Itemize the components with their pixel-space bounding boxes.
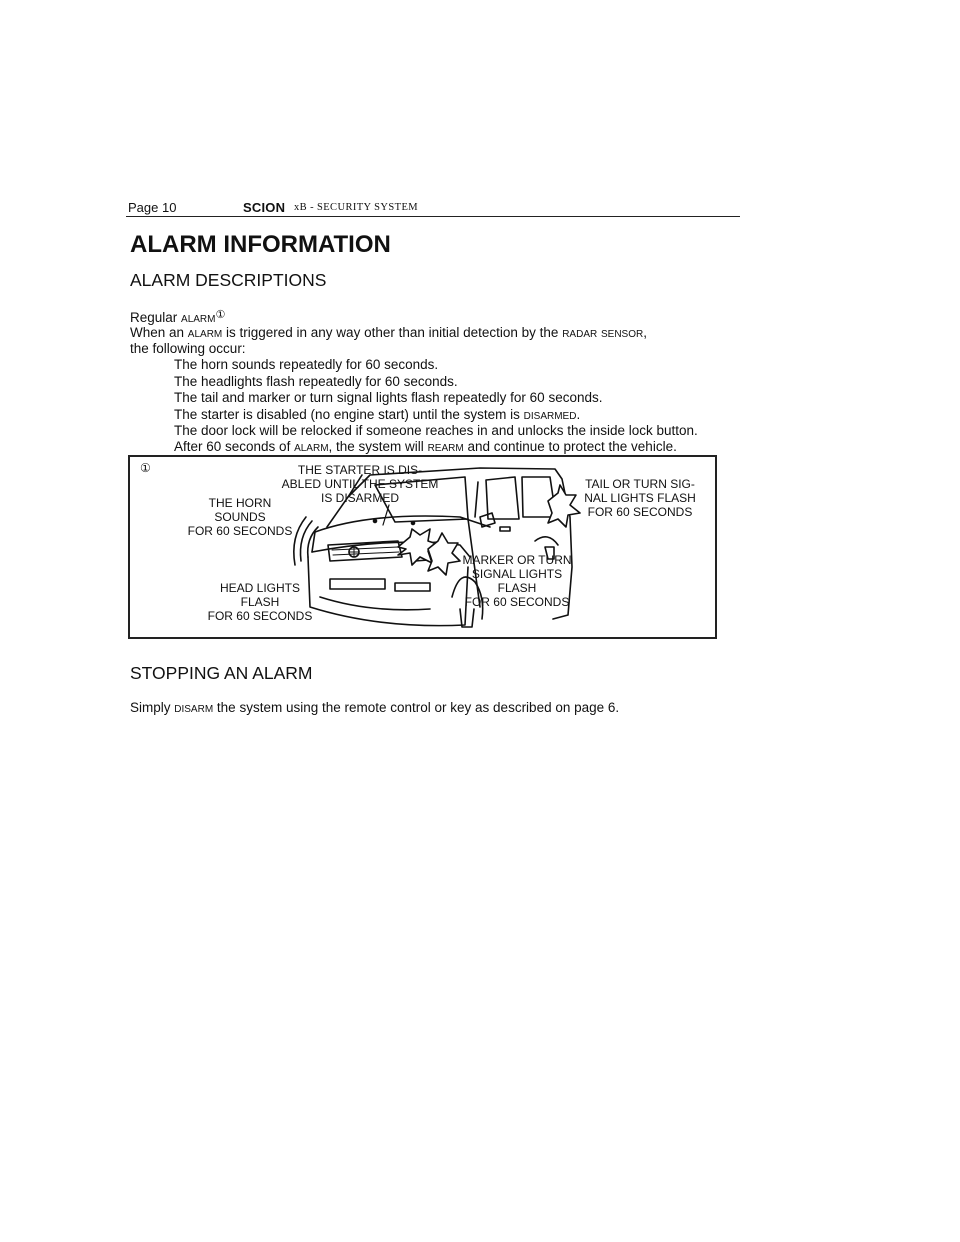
- header-subtitle: xB - SECURITY SYSTEM: [294, 202, 418, 213]
- callout-marker-lights: [456, 553, 578, 609]
- callout-horn-line: SOUNDS: [214, 510, 266, 524]
- list-item-headlights: The headlights flash repeatedly for 60 seconds.: [174, 374, 458, 389]
- list-item-horn: The horn sounds repeatedly for 60 seconds.: [174, 357, 439, 372]
- rearm-text-c: and continue to protect the vehicle.: [463, 439, 677, 454]
- rearm-term: REARM: [427, 443, 464, 454]
- list-item-door-lock: The door lock will be relocked if someone reaches in and unlocks the inside lock button.: [174, 423, 698, 438]
- radar-term: RADAR: [562, 329, 598, 340]
- stop-text-a: Simply: [130, 700, 175, 715]
- callout-head-line: HEAD LIGHTS: [219, 581, 300, 595]
- alarm-illustration: [128, 455, 717, 639]
- list-item-tail-lights: The tail and marker or turn signal lights flash repeatedly for 60 seconds.: [174, 390, 603, 405]
- alarm-term: ALARM: [187, 329, 223, 340]
- alarm-term: ALARM: [181, 314, 216, 325]
- callout-starter: [278, 463, 442, 505]
- callout-horn-line: THE HORN: [208, 496, 272, 510]
- regular-label-text: Regular: [130, 310, 182, 325]
- page-title: ALARM INFORMATION: [130, 231, 391, 258]
- callout-marker-line: SIGNAL LIGHTS: [471, 567, 563, 581]
- page-number: Page 10: [128, 200, 177, 215]
- callout-tail-line: TAIL OR TURN SIG-: [585, 477, 695, 491]
- callout-head-lights: [200, 581, 320, 623]
- stop-text-b: the system using the remote control or key as described on page 6.: [213, 700, 620, 715]
- callout-marker-line: FLASH: [497, 581, 537, 595]
- figure-number: ①: [140, 461, 151, 475]
- disarmed-term: DISARMED: [523, 411, 577, 422]
- callout-tail-lights: [570, 477, 710, 519]
- section-heading-stopping-alarm: STOPPING AN ALARM: [130, 663, 313, 683]
- callout-marker-line: MARKER OR TURN: [462, 553, 572, 567]
- rearm-text-a: After 60 seconds of: [174, 439, 295, 454]
- figure-ref-marker: ①: [215, 309, 226, 321]
- callout-starter-line: THE STARTER IS DIS-: [297, 463, 423, 477]
- disarm-term: DISARM: [174, 704, 214, 715]
- rearm-text-b: , the system will: [328, 439, 428, 454]
- intro-text-c: ,: [643, 325, 647, 340]
- stopping-alarm-text: [130, 699, 619, 718]
- starter-text-a: The starter is disabled (no engine start) until the system is: [174, 407, 524, 422]
- sensor-term: SENSOR: [600, 329, 644, 340]
- header-rule: [126, 216, 740, 217]
- callout-starter-line: ABLED UNTIL THE SYSTEM: [281, 477, 439, 491]
- callout-marker-line: FOR 60 SECONDS: [464, 595, 570, 609]
- callout-horn: [182, 496, 298, 538]
- callout-head-line: FLASH: [240, 595, 280, 609]
- starter-text-b: .: [576, 407, 581, 422]
- brand-name: SCION: [243, 200, 286, 215]
- callout-head-line: FOR 60 SECONDS: [207, 609, 313, 623]
- callout-tail-line: NAL LIGHTS FLASH: [584, 491, 696, 505]
- intro-text-a: When an: [130, 325, 188, 340]
- section-heading-alarm-descriptions: ALARM DESCRIPTIONS: [130, 270, 327, 290]
- alarm-term: ALARM: [294, 443, 329, 454]
- intro-text-b: is triggered in any way other than initial detection by the: [222, 325, 563, 340]
- intro-line-2: the following occur:: [130, 341, 246, 356]
- callout-starter-line: IS DISARMED: [320, 491, 399, 505]
- callout-horn-line: FOR 60 SECONDS: [187, 524, 293, 538]
- callout-tail-line: FOR 60 SECONDS: [587, 505, 693, 519]
